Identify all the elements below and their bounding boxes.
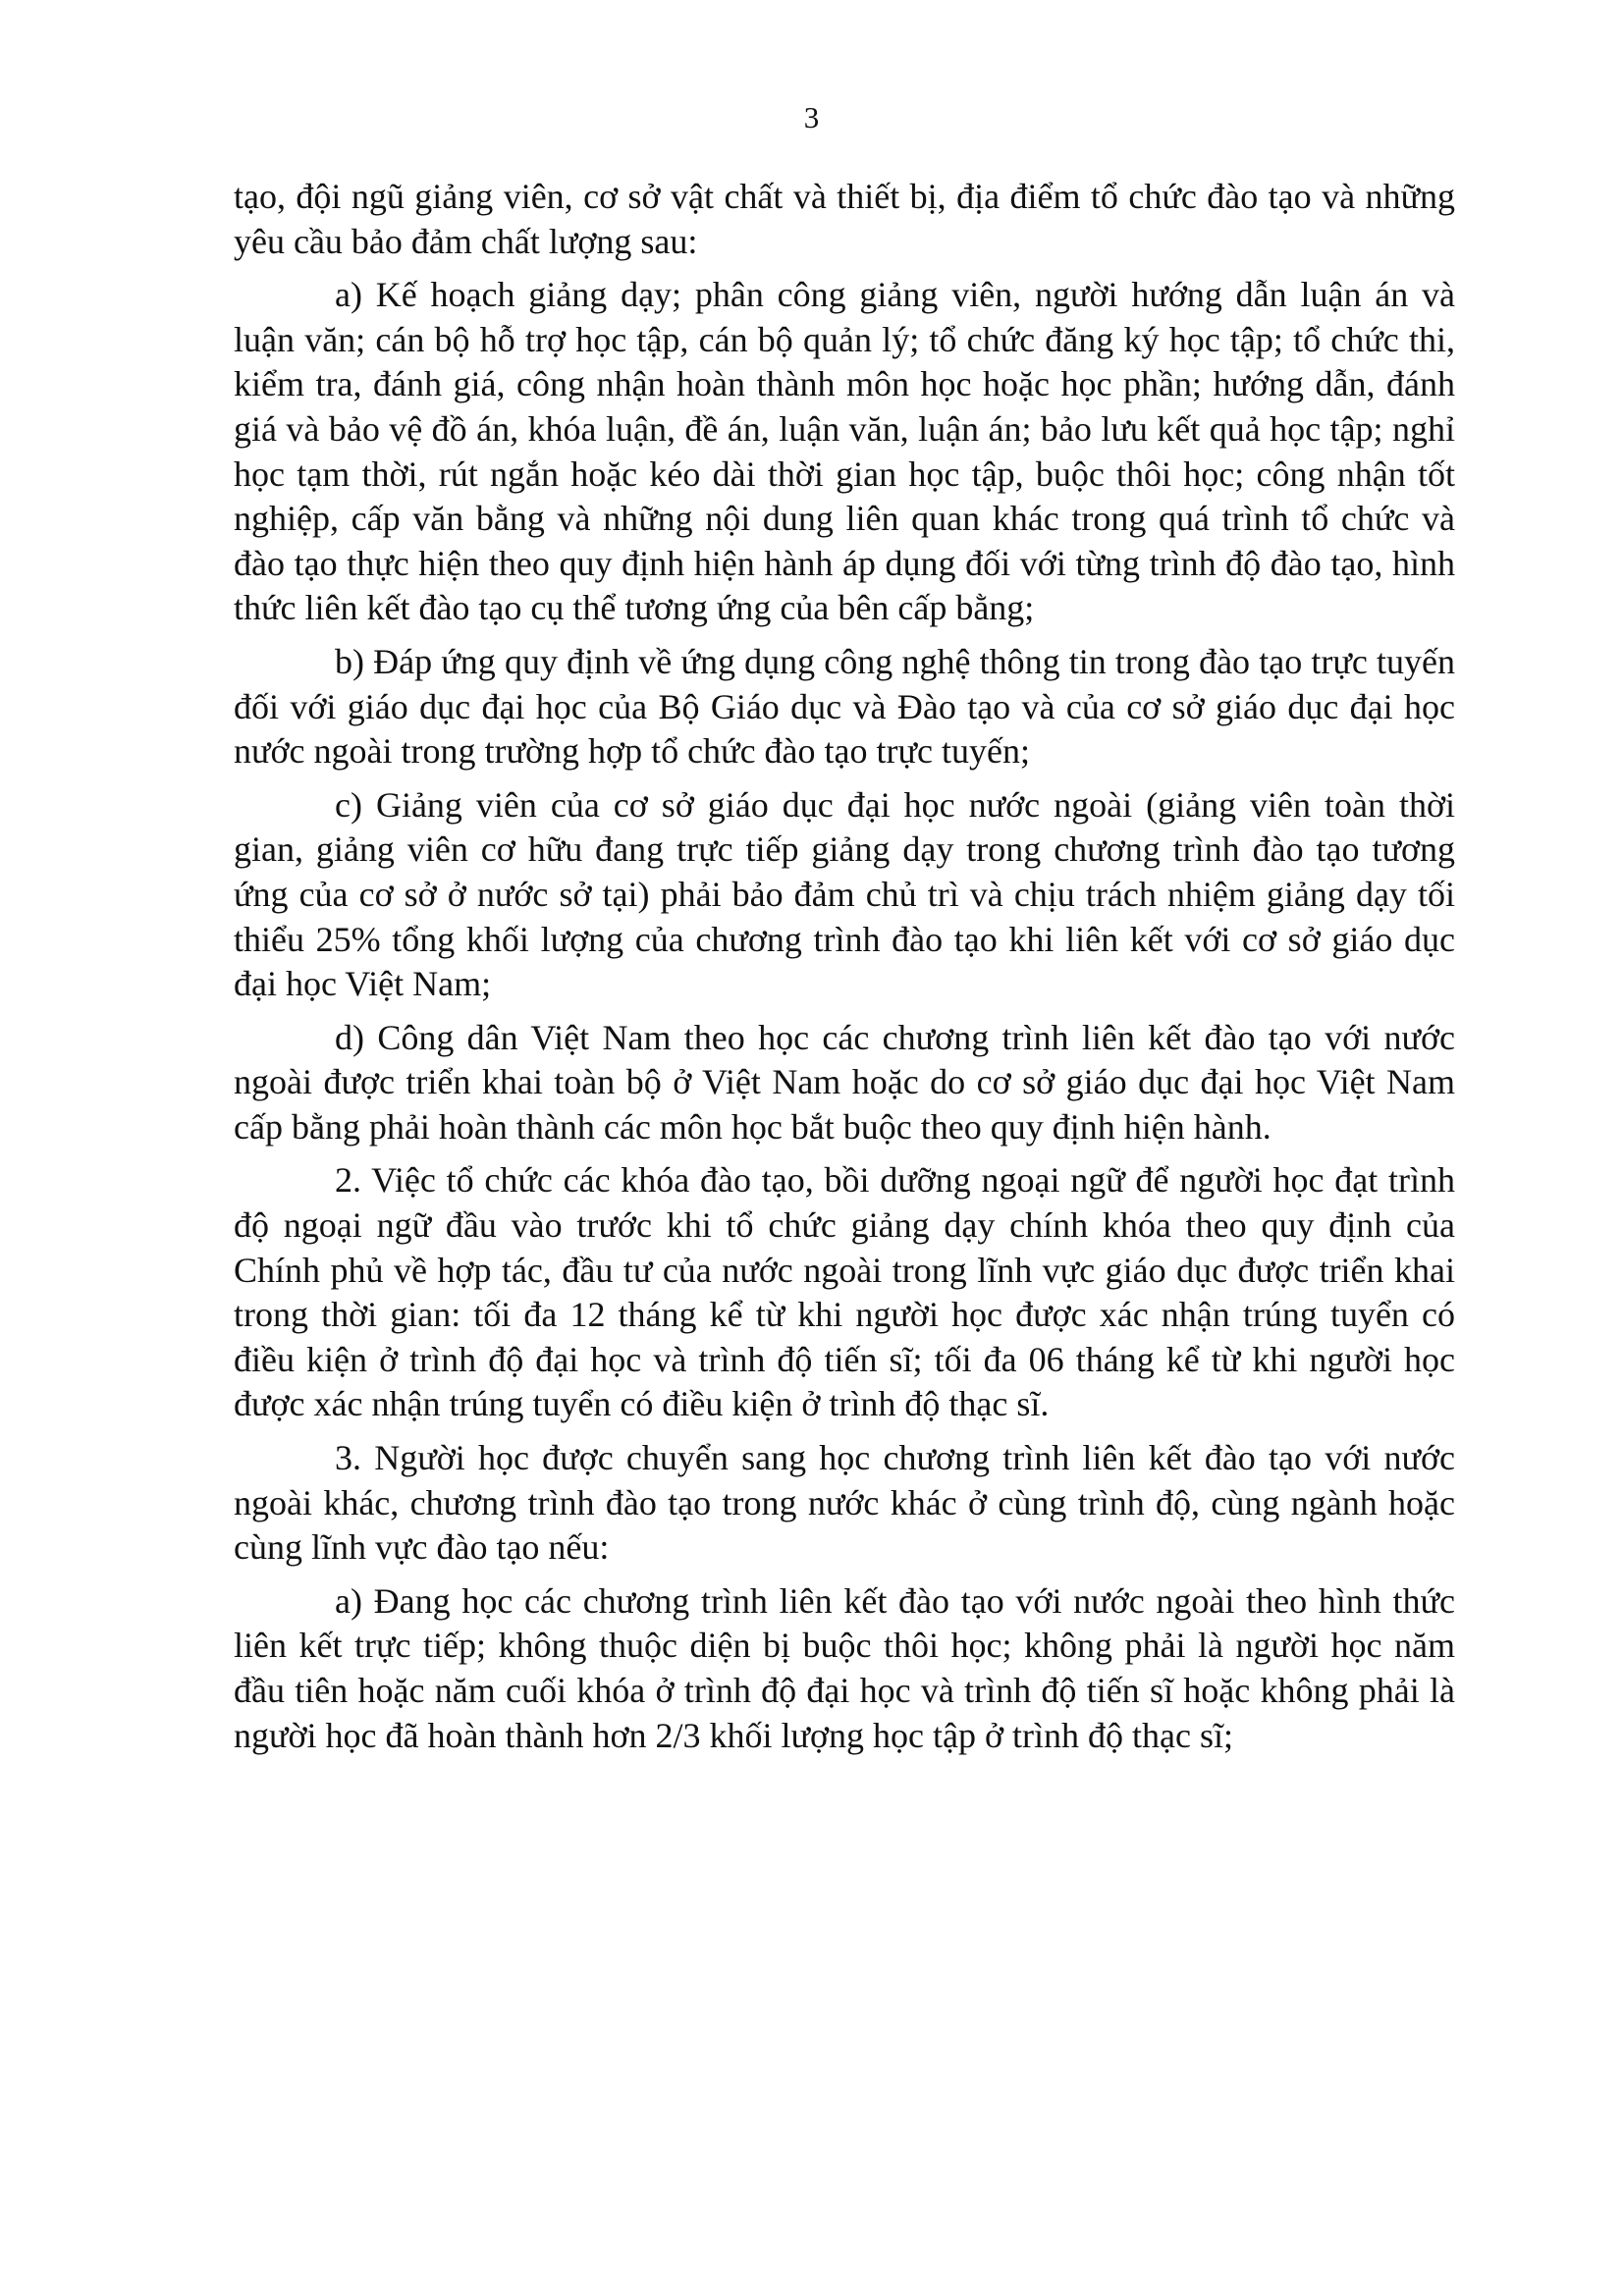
paragraph-item-c: c) Giảng viên của cơ sở giáo dục đại học nước ngoài (giảng viên toàn thời gian, giảng viên cơ hữu đang trực tiếp giảng dạy trong chương trình đào tạo tương ứng của cơ sở ở nước sở tại) phải bảo đảm chủ trì và chịu trách nhiệm giảng dạy tối thiểu 25% tổng khối lượng của chương trình đào tạo khi liên kết với cơ sở giáo dục đại học Việt Nam; <box>234 784 1455 1004</box>
paragraph-item-a: a) Kế hoạch giảng dạy; phân công giảng viên, người hướng dẫn luận án và luận văn; cán bộ hỗ trợ học tập, cán bộ quản lý; tổ chức đăng ký học tập; tổ chức thi, kiểm tra, đánh giá, công nhận hoàn thành môn học hoặc học phần; hướng dẫn, đánh giá và bảo vệ đồ án, khóa luận, đề án, luận văn, luận án; bảo lưu kết quả học tập; nghỉ học tạm thời, rút ngắn hoặc kéo dài thời gian học tập, buộc thôi học; công nhận tốt nghiệp, cấp văn bằng và những nội dung liên quan khác trong quá trình tổ chức và đào tạo thực hiện theo quy định hiện hành áp dụng đối với từng trình độ đào tạo, hình thức liên kết đào tạo cụ thể tương ứng của bên cấp bằng; <box>234 275 1455 628</box>
paragraph-item-d: d) Công dân Việt Nam theo học các chương trình liên kết đào tạo với nước ngoài được triển khai toàn bộ ở Việt Nam hoặc do cơ sở giáo dục đại học Việt Nam cấp bằng phải hoàn thành các môn học bắt buộc theo quy định hiện hành. <box>234 1017 1455 1147</box>
page-number: 3 <box>803 100 820 134</box>
paragraph-clause-2: 2. Việc tổ chức các khóa đào tạo, bồi dưỡng ngoại ngữ để người học đạt trình độ ngoại ngữ đầu vào trước khi tổ chức giảng dạy chính khóa theo quy định của Chính phủ về hợp tác, đầu tư của nước ngoài trong lĩnh vực giáo dục được triển khai trong thời gian: tối đa 12 tháng kể từ khi người học được xác nhận trúng tuyển có điều kiện ở trình độ đại học và trình độ tiến sĩ; tối đa 06 tháng kể từ khi người học được xác nhận trúng tuyển có điều kiện ở trình độ thạc sĩ. <box>234 1160 1455 1424</box>
paragraph-clause-3: 3. Người học được chuyển sang học chương trình liên kết đào tạo với nước ngoài khác, chương trình đào tạo trong nước khác ở cùng trình độ, cùng ngành hoặc cùng lĩnh vực đào tạo nếu: <box>234 1438 1455 1568</box>
paragraph-continuation: tạo, đội ngũ giảng viên, cơ sở vật chất và thiết bị, địa điểm tổ chức đào tạo và những yêu cầu bảo đảm chất lượng sau: <box>234 177 1455 261</box>
paragraph-clause-3-item-a: a) Đang học các chương trình liên kết đào tạo với nước ngoài theo hình thức liên kết trực tiếp; không thuộc diện bị buộc thôi học; không phải là người học năm đầu tiên hoặc năm cuối khóa ở trình độ đại học và trình độ tiến sĩ hoặc không phải là người học đã hoàn thành hơn 2/3 khối lượng học tập ở trình độ thạc sĩ; <box>234 1580 1455 1755</box>
document-body <box>234 175 1455 1767</box>
paragraph-item-b: b) Đáp ứng quy định về ứng dụng công nghệ thông tin trong đào tạo trực tuyến đối với giáo dục đại học của Bộ Giáo dục và Đào tạo và của cơ sở giáo dục đại học nước ngoài trong trường hợp tổ chức đào tạo trực tuyến; <box>234 641 1455 772</box>
